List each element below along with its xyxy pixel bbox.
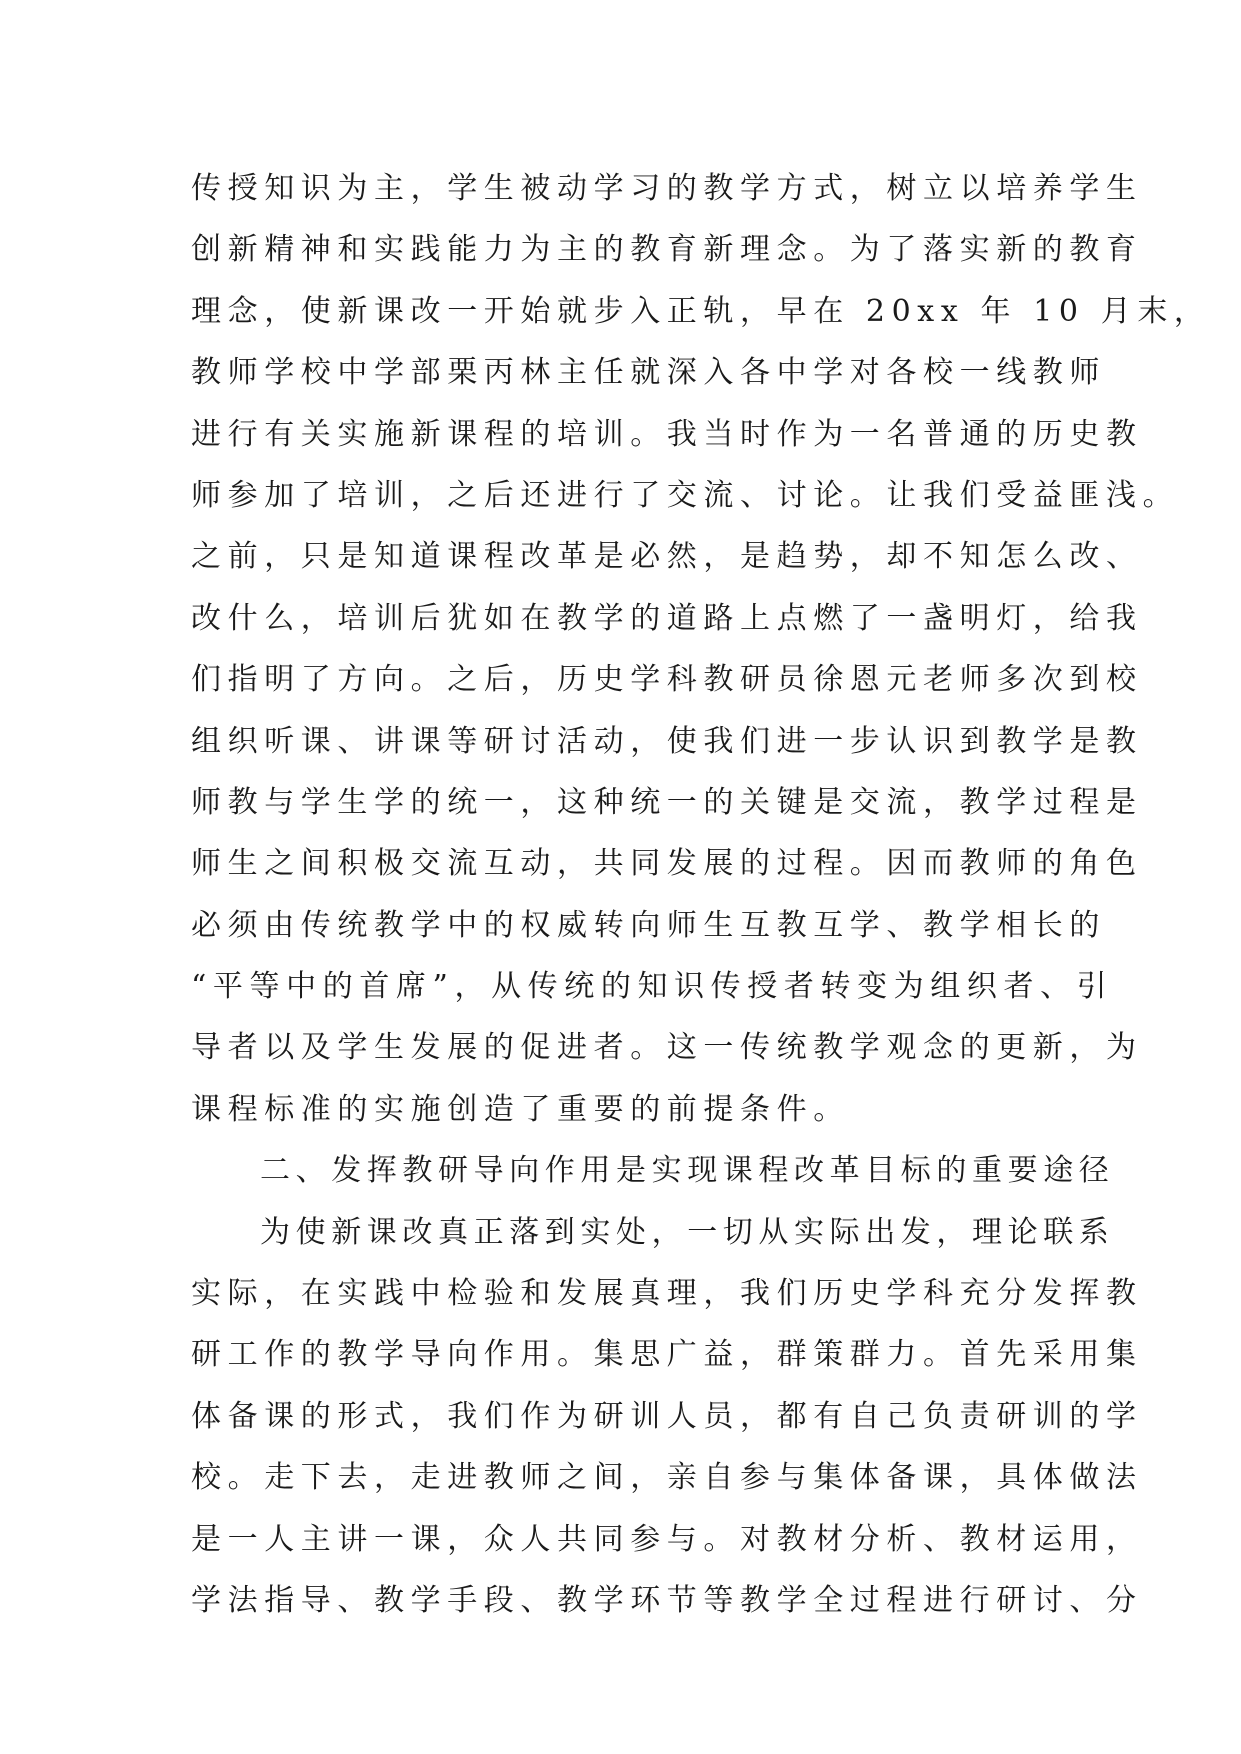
body-text [191, 158, 1211, 1631]
text-line: 是一人主讲一课，众人共同参与。对教材分析、教材运用， [191, 1521, 1143, 1557]
text-line: 导者以及学生发展的促进者。这一传统教学观念的更新，为 [191, 1030, 1143, 1066]
text-line: 进行有关实施新课程的培训。我当时作为一名普通的历史教 [191, 416, 1143, 452]
text-line: 学法指导、教学手段、教学环节等教学全过程进行研讨、分 [191, 1582, 1143, 1618]
text-line: 组织听课、讲课等研讨活动，使我们进一步认识到教学是教 [191, 723, 1143, 759]
paragraph-first-line: 为使新课改真正落到实处，一切从实际出发，理论联系 [260, 1214, 1115, 1250]
text-line: 体备课的形式，我们作为研训人员，都有自己负责研训的学 [191, 1398, 1143, 1434]
text-line: 改什么，培训后犹如在教学的道路上点燃了一盏明灯，给我 [191, 600, 1143, 636]
text-line: 传授知识为主，学生被动学习的教学方式，树立以培养学生 [191, 171, 1143, 206]
text-line: 之前，只是知道课程改革是必然，是趋势，却不知怎么改、 [191, 539, 1143, 575]
text-line: 师教与学生学的统一，这种统一的关键是交流，教学过程是 [191, 784, 1143, 820]
section-heading: 二、发挥教研导向作用是实现课程改革目标的重要途径 [260, 1153, 1115, 1189]
text-line: 理念，使新课改一开始就步入正轨，早在 20xx 年 10 月末， [191, 293, 1211, 329]
text-line: 实际，在实践中检验和发展真理，我们历史学科充分发挥教 [191, 1276, 1143, 1312]
text-line: 师生之间积极交流互动，共同发展的过程。因而教师的角色 [191, 846, 1143, 882]
text-line: 研工作的教学导向作用。集思广益，群策群力。首先采用集 [191, 1337, 1143, 1373]
text-line: 师参加了培训，之后还进行了交流、讨论。让我们受益匪浅。 [191, 477, 1180, 513]
text-line: 必须由传统教学中的权威转向师生互教互学、教学相长的 [191, 907, 1106, 943]
text-line: 们指明了方向。之后，历史学科教研员徐恩元老师多次到校 [191, 662, 1143, 698]
text-line: 课程标准的实施创造了重要的前提条件。 [191, 1091, 850, 1127]
text-line: 创新精神和实践能力为主的教育新理念。为了落实新的教育 [191, 232, 1143, 268]
text-line: “平等中的首席”，从传统的知识传授者转变为组织者、引 [191, 969, 1114, 1005]
text-line: 教师学校中学部栗丙林主任就深入各中学对各校一线教师 [191, 355, 1106, 391]
text-line: 校。走下去，走进教师之间，亲自参与集体备课，具体做法 [191, 1460, 1143, 1496]
